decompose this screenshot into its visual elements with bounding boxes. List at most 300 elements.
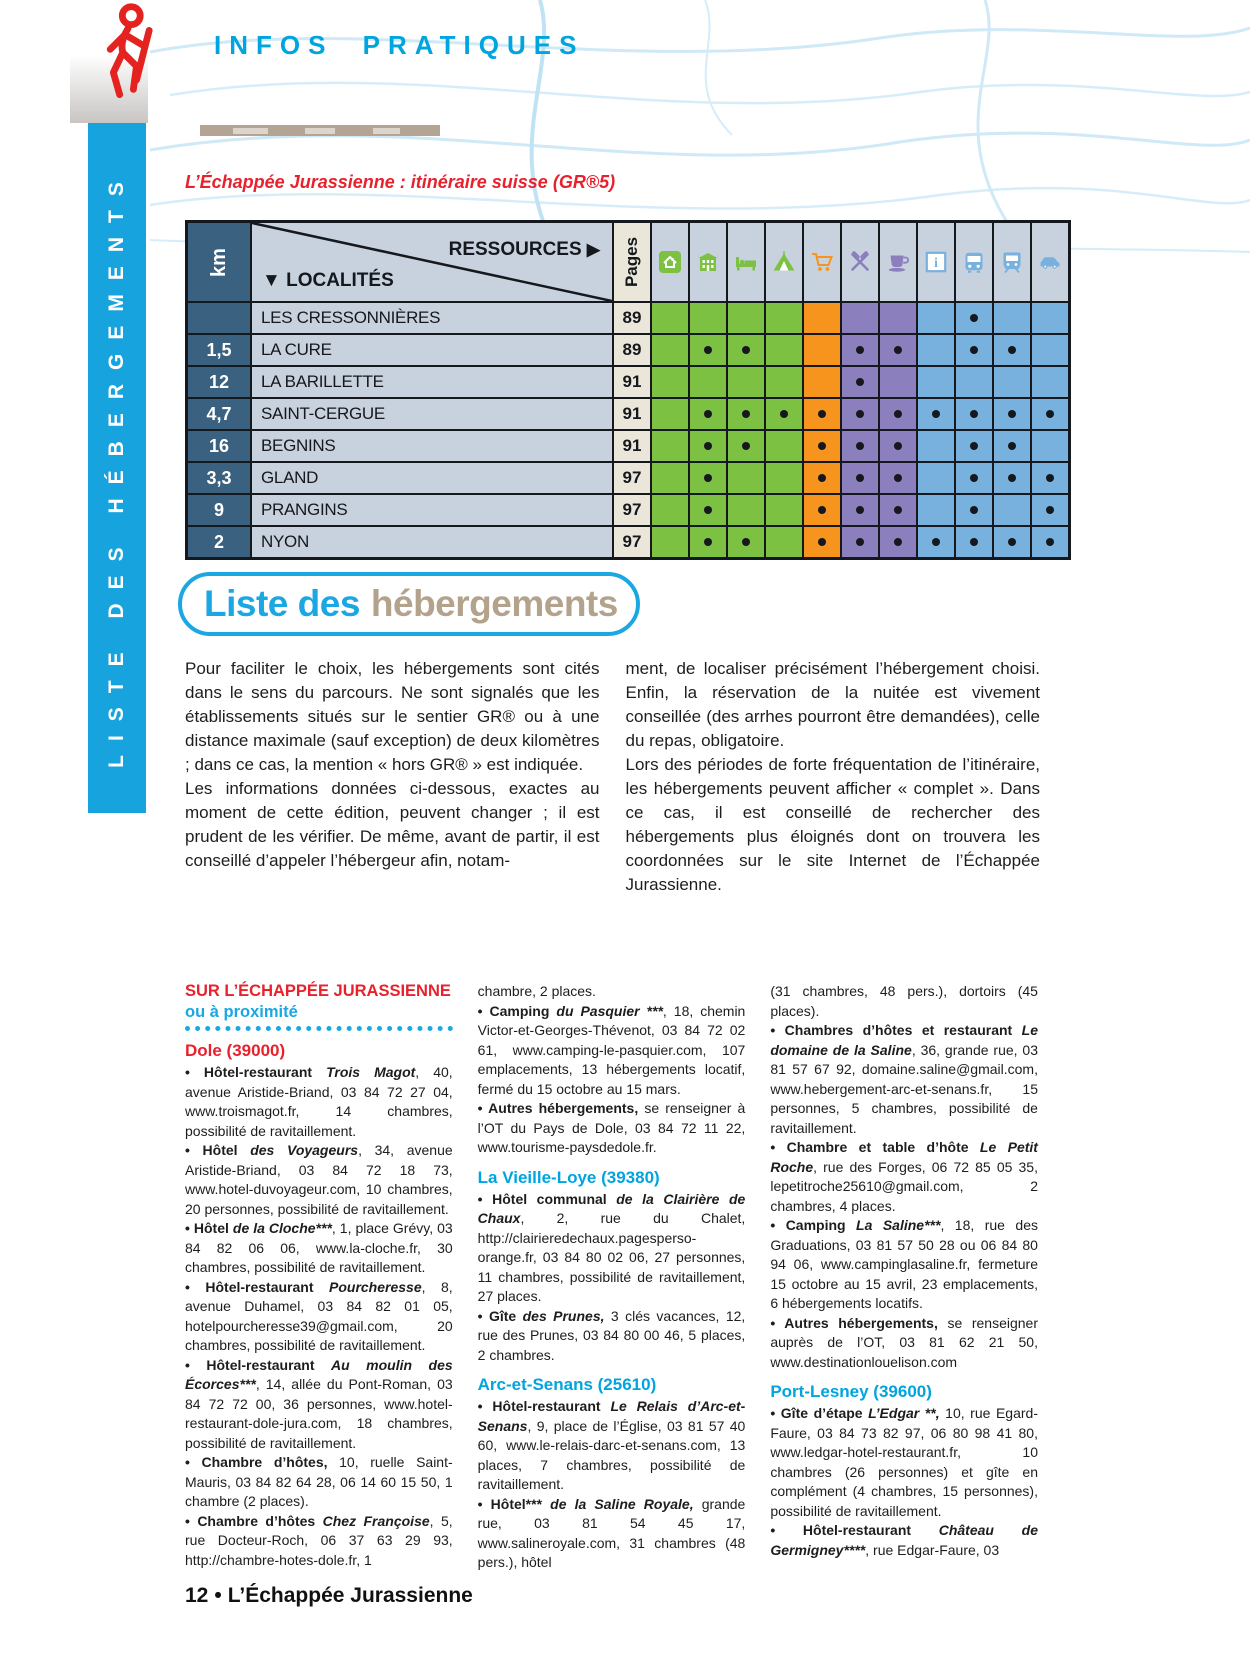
listing-entry — [185, 1278, 453, 1356]
page-cell: 91 — [614, 431, 650, 461]
resource-cell — [652, 463, 688, 493]
dotted-separator — [185, 1026, 453, 1031]
resource-cell — [994, 527, 1030, 557]
resource-dot — [742, 346, 750, 354]
resource-cell — [690, 495, 726, 525]
resource-cell — [956, 367, 992, 397]
intro-paragraph: Pour faciliter le choix, les hébergements sont cités dans le sens du parcours. Ne sont signalés que les établissements situés sur le sentier GR® ou à une distance maximale (sauf exception) de deux kilomètres ; dans ce cas, la mention « hors GR® » est indiquée. — [185, 659, 600, 774]
resource-cell — [728, 367, 764, 397]
resource-cell — [1032, 463, 1068, 493]
resource-dot — [856, 506, 864, 514]
resource-dot — [818, 538, 826, 546]
listing-entry — [770, 1216, 1038, 1314]
km-cell: 9 — [188, 495, 250, 525]
resource-dot — [894, 410, 902, 418]
resource-cell — [652, 335, 688, 365]
listing-entry — [770, 1521, 1038, 1560]
city-heading: La Vieille-Loye (39380) — [477, 1167, 660, 1187]
intro-paragraph: Lors des périodes de forte fréquentation de l’itinéraire, les hébergements peuvent afficher « complet ». Dans ce cas, il est conseillé de rechercher des hébergements plus éloignés dont on trouvera les coordonnées sur le site Internet de l’Échappée Jurassienne. — [625, 755, 1040, 894]
listing-entry — [185, 1219, 453, 1278]
footer-title: L’Échappée Jurassienne — [227, 1584, 473, 1607]
train-icon — [1000, 250, 1024, 274]
entry-segment: Trois Magot — [326, 1064, 416, 1080]
resource-cell — [994, 367, 1030, 397]
resource-dot — [1046, 538, 1054, 546]
resource-dot — [1008, 346, 1016, 354]
resource-dot — [894, 346, 902, 354]
entry-segment: se renseigner à l’OT du Pays de Dole, 03 84 72 11 22, www.tourisme-paysdedole.fr. — [477, 1100, 746, 1155]
entry-segment: , 2, rue du Chalet, http://clairieredechaux.pagesperso-orange.fr, 03 84 80 02 06, 27 personnes, 11 chambres, possibilité de ravitaillement, 27 places. — [477, 1210, 746, 1304]
km-column-header — [188, 223, 250, 301]
restaurant-column-header — [842, 223, 878, 301]
entry-segment: , 18, rue des Graduations, 03 81 57 50 28 ou 06 84 80 94 06, www.campinglasaline.fr, fermeture 15 octobre au 15 avril, 23 emplacements, 6 hébergements locatifs. — [770, 1217, 1038, 1311]
resource-cell — [918, 399, 954, 429]
entry-segment: • Gîte — [477, 1307, 523, 1324]
entry-segment: • Hôtel communal — [477, 1190, 617, 1207]
listing-entry — [185, 1356, 453, 1454]
resource-dot — [704, 442, 712, 450]
grocery-cart-icon — [810, 250, 834, 274]
resource-cell — [690, 527, 726, 557]
car-icon — [1038, 250, 1062, 274]
gite-icon — [658, 250, 682, 274]
listing-entry — [185, 1141, 453, 1219]
accommodation-listing — [185, 982, 1038, 1573]
resource-dot — [970, 474, 978, 482]
resource-cell — [728, 527, 764, 557]
restaurant-icon — [848, 250, 872, 274]
page-cell: 91 — [614, 367, 650, 397]
entry-segment: , 5, rue Docteur-Roch, 06 37 63 29 93, http://chambre-hotes-dole.fr, 1 — [185, 1512, 453, 1568]
resource-cell — [652, 367, 688, 397]
resource-cell — [842, 431, 878, 461]
hiker-logo-icon — [86, 2, 166, 102]
svg-text:i: i — [934, 255, 938, 271]
scale-bar-dash — [373, 128, 400, 134]
resource-dot — [856, 538, 864, 546]
resource-cell — [880, 463, 916, 493]
section-title-part2: hébergements — [370, 583, 618, 624]
resource-cell — [652, 303, 688, 333]
sidebar-label: LISTE DES HÉBERGEMENTS — [105, 168, 128, 768]
resource-dot — [970, 442, 978, 450]
entry-segment: Château de Germigney**** — [770, 1522, 1038, 1558]
resource-cell — [766, 463, 802, 493]
listing-entry — [770, 1138, 1038, 1216]
resource-dot — [856, 410, 864, 418]
resource-dot — [704, 538, 712, 546]
resource-cell — [1032, 495, 1068, 525]
resource-cell — [766, 495, 802, 525]
pages-column-header — [614, 223, 650, 301]
page-cell: 97 — [614, 527, 650, 557]
entry-segment: , 9, place de l’Église, 03 81 57 40 60, www.le-relais-darc-et-senans.com, 13 places, 7 chambres, possibilité de ravitaillement. — [477, 1417, 746, 1492]
resource-cell — [766, 431, 802, 461]
resource-dot — [1008, 442, 1016, 450]
listing-entry — [770, 1404, 1038, 1521]
resource-cell — [918, 495, 954, 525]
footer-page-number: 12 — [185, 1584, 209, 1607]
pages-header-label: Pages — [622, 236, 641, 288]
resource-dot — [1008, 410, 1016, 418]
entry-segment: Le Relais d’Arc-et-Senans — [477, 1398, 746, 1434]
entry-segment: • Hôtel — [185, 1142, 251, 1158]
resource-dot — [970, 410, 978, 418]
resource-cell — [880, 335, 916, 365]
resource-cell — [652, 431, 688, 461]
listing-column-1 — [185, 982, 453, 1573]
section-title-part1: Liste des — [204, 583, 360, 624]
resource-cell — [994, 335, 1030, 365]
scale-bar-dash — [305, 128, 335, 134]
resource-cell — [994, 303, 1030, 333]
entry-segment: • Hôtel-restaurant — [185, 1064, 327, 1080]
listing-column-3 — [770, 982, 1038, 1573]
listing-entry: chambre, 2 places. — [477, 983, 596, 999]
resource-cell — [956, 335, 992, 365]
resource-cell — [994, 495, 1030, 525]
listing-entry — [185, 1512, 453, 1571]
resource-cell — [880, 495, 916, 525]
resource-cell — [728, 335, 764, 365]
resource-cell — [652, 527, 688, 557]
resource-cell — [918, 335, 954, 365]
scale-bar-dash — [233, 128, 268, 134]
entry-segment: • Hôtel-restaurant — [185, 1356, 332, 1373]
entry-segment: • Camping — [770, 1217, 857, 1233]
resource-cell — [880, 399, 916, 429]
intro-paragraph: Les informations données ci-dessous, exactes au moment de cette édition, peuvent changer ; il est prudent de les vérifier. De même, avant de partir, il est conseillé d’appeler l’hébergeur afin, notam- — [185, 779, 600, 870]
km-cell: 4,7 — [188, 399, 250, 429]
resource-cell — [728, 303, 764, 333]
resources-header-label: RESSOURCES ▶ — [448, 239, 600, 260]
listing-entry — [185, 1063, 453, 1141]
entry-segment: de la Cloche*** — [232, 1220, 332, 1236]
listing-entry — [478, 1099, 746, 1158]
resource-cell — [804, 367, 840, 397]
resource-cell — [690, 367, 726, 397]
resource-dot — [856, 442, 864, 450]
resource-cell — [652, 399, 688, 429]
city-heading: Port-Lesney (39600) — [770, 1382, 932, 1401]
listing-section-heading: SUR L’ÉCHAPPÉE JURASSIENNE — [185, 982, 451, 1000]
resource-dot — [894, 442, 902, 450]
resource-cell — [918, 367, 954, 397]
entry-segment: , 36, grande rue, 03 81 57 67 92, domaine.saline@gmail.com, www.hebergement-arc-et-senans.fr, 15 personnes, 5 chambres, possibilité de ravitaillement. — [770, 1041, 1038, 1136]
entry-segment: • Hôtel — [185, 1220, 233, 1236]
resource-dot — [970, 346, 978, 354]
resource-dot — [932, 538, 940, 546]
resource-cell — [766, 303, 802, 333]
entry-segment: • Chambre d’hôtes — [185, 1512, 323, 1529]
train-column-header — [994, 223, 1030, 301]
listing-entry — [185, 1453, 453, 1512]
listing-entry — [770, 1021, 1038, 1138]
km-cell — [188, 303, 250, 333]
arrow-right-icon: ▶ — [586, 240, 600, 259]
listing-section-subheading: ou à proximité — [185, 1003, 298, 1021]
intro-text — [185, 657, 1040, 897]
resource-dot — [970, 314, 978, 322]
resource-cell — [766, 367, 802, 397]
resource-cell — [728, 399, 764, 429]
resource-cell — [804, 495, 840, 525]
intro-column-left — [185, 657, 600, 897]
page-title: INFOS PRATIQUES — [214, 30, 585, 60]
page-cell: 89 — [614, 335, 650, 365]
entry-segment: , rue Edgar-Faure, 03 — [865, 1541, 1000, 1558]
resource-cell — [842, 463, 878, 493]
resource-dot — [704, 474, 712, 482]
bullet-separator: • — [214, 1584, 222, 1607]
resource-dot — [1046, 474, 1054, 482]
resource-dot — [856, 346, 864, 354]
resource-cell — [804, 431, 840, 461]
locality-cell: GLAND — [252, 463, 612, 493]
entry-segment: • Hôtel-restaurant — [770, 1522, 939, 1538]
listing-entry — [478, 1307, 746, 1366]
km-header-label: km — [207, 247, 230, 277]
resource-cell — [804, 399, 840, 429]
resource-cell — [804, 463, 840, 493]
locality-cell: LA BARILLETTE — [252, 367, 612, 397]
listing-entry — [478, 1397, 746, 1495]
bed-icon — [734, 250, 758, 274]
resource-cell — [956, 495, 992, 525]
entry-segment: grande rue, 03 81 54 45 17, www.salineroyale.com, 31 chambres (48 pers.), hôtel — [477, 1495, 746, 1570]
resource-dot — [780, 410, 788, 418]
entry-segment: • Chambre et table d’hôte — [770, 1139, 980, 1155]
resource-dot — [818, 474, 826, 482]
entry-segment: • Camping — [477, 1002, 557, 1019]
resource-dot — [932, 410, 940, 418]
resource-cell — [880, 527, 916, 557]
resource-cell — [994, 431, 1030, 461]
tourist-info-column-header — [918, 223, 954, 301]
km-cell: 1,5 — [188, 335, 250, 365]
resource-dot — [704, 410, 712, 418]
entry-segment: L’Edgar **, — [868, 1405, 940, 1421]
resource-cell — [918, 303, 954, 333]
entry-segment: 10, rue Egard-Faure, 03 84 73 82 97, 06 80 98 41 80, www.ledgar-hotel-restaurant.fr, 10 chambres (26 personnes) et gîte en complément (4 chambres, 15 personnes), possibilité de ravitaillement. — [770, 1405, 1038, 1519]
resource-cell — [1032, 335, 1068, 365]
page-footer — [185, 1584, 479, 1608]
entry-segment: • Hôtel*** — [477, 1495, 551, 1512]
entry-segment: de la Saline Royale, — [550, 1495, 694, 1512]
km-cell: 3,3 — [188, 463, 250, 493]
entry-segment: Le domaine de la Saline — [770, 1022, 1038, 1058]
resource-dot — [1008, 474, 1016, 482]
car-column-header — [1032, 223, 1068, 301]
resource-cell — [880, 367, 916, 397]
resource-cell — [690, 399, 726, 429]
resource-dot — [742, 442, 750, 450]
resource-dot — [856, 378, 864, 386]
resource-cell — [804, 335, 840, 365]
resource-cell — [994, 399, 1030, 429]
entry-segment: se renseigner auprès de l’OT, 03 81 62 21 50, www.destinationlouelison.com — [770, 1314, 1038, 1370]
resource-cell — [994, 463, 1030, 493]
resource-cell — [1032, 367, 1068, 397]
resource-cell — [690, 303, 726, 333]
entry-segment: Chez Françoise — [322, 1512, 430, 1529]
resource-dot — [894, 538, 902, 546]
resource-cell — [766, 399, 802, 429]
resource-cell — [804, 527, 840, 557]
entry-segment: , 1, place Grévy, 03 84 82 06 06, www.la-cloche.fr, 30 chambres, possibilité de ravitaillement. — [185, 1220, 453, 1275]
resource-cell — [842, 367, 878, 397]
entry-segment: 3 clés vacances, 12, rue des Prunes, 03 84 80 00 46, 5 places, 2 chambres. — [477, 1307, 746, 1363]
resource-dot — [704, 506, 712, 514]
page-cell: 97 — [614, 463, 650, 493]
resource-dot — [894, 474, 902, 482]
resource-dot — [894, 506, 902, 514]
resource-cell — [1032, 303, 1068, 333]
gite-column-header — [652, 223, 688, 301]
listing-column-2 — [478, 982, 746, 1573]
resource-cell — [842, 527, 878, 557]
resource-cell — [842, 399, 878, 429]
listing-entry — [478, 1002, 746, 1100]
resource-cell — [1032, 527, 1068, 557]
resource-cell — [690, 463, 726, 493]
listing-entry — [478, 1495, 746, 1573]
entry-segment: , 40, avenue Aristide-Briand, 03 84 72 27 04, www.troismagot.fr, 14 chambres, possibilité de ravitaillement. — [185, 1064, 453, 1139]
resource-cell — [1032, 399, 1068, 429]
resources-table — [185, 220, 1071, 560]
resource-cell — [842, 495, 878, 525]
cafe-icon — [886, 250, 910, 274]
resource-cell — [690, 335, 726, 365]
page-cell: 91 — [614, 399, 650, 429]
section-title-box — [178, 572, 640, 636]
entry-segment: 10, ruelle Saint-Mauris, 03 84 82 64 28, 06 14 60 15 50, 1 chambre (2 places). — [185, 1454, 453, 1509]
tourist-info-icon — [924, 250, 948, 274]
entry-segment: de la Clairière de Chaux — [477, 1190, 746, 1226]
resource-cell — [880, 431, 916, 461]
entry-segment: • Hôtel-restaurant — [185, 1278, 329, 1295]
page-cell: 97 — [614, 495, 650, 525]
entry-segment: • Chambres d’hôtes et restaurant — [770, 1022, 1022, 1038]
bed-column-header — [728, 223, 764, 301]
resource-dot — [818, 506, 826, 514]
resource-dot — [704, 346, 712, 354]
locality-cell: SAINT-CERGUE — [252, 399, 612, 429]
entry-segment: Le Petit Roche — [770, 1139, 1038, 1175]
grocery-cart-column-header — [804, 223, 840, 301]
resource-cell — [728, 431, 764, 461]
entry-segment: des Prunes, — [522, 1307, 605, 1324]
resource-cell — [842, 335, 878, 365]
entry-segment: , 8, avenue Duhamel, 03 84 82 01 05, hotelpourcheresse39@gmail.com, 20 chambres, possibilité de ravitaillement. — [185, 1278, 453, 1353]
scale-bar — [200, 125, 440, 136]
resource-dot — [818, 410, 826, 418]
entry-segment: Pourcheresse — [329, 1278, 422, 1295]
resource-cell — [766, 335, 802, 365]
entry-segment: • Gîte d’étape — [770, 1405, 869, 1421]
resource-cell — [956, 399, 992, 429]
resource-cell — [690, 431, 726, 461]
arrow-down-icon: ▼ — [262, 270, 281, 291]
resource-cell — [956, 463, 992, 493]
intro-paragraph: ment, de localiser précisément l’hébergement choisi. Enfin, la réservation de la nuitée est vivement conseillée (des arrhes pourront être demandées), celle du repas, obligatoire. — [625, 659, 1040, 750]
entry-segment: • Chambre d’hôtes, — [185, 1454, 328, 1470]
resource-cell — [652, 495, 688, 525]
entry-segment: La Saline*** — [856, 1217, 941, 1233]
hotel-icon — [696, 250, 720, 274]
km-cell: 16 — [188, 431, 250, 461]
route-heading: L’Échappée Jurassienne : itinéraire suisse (GR®5) — [185, 172, 616, 192]
resource-cell — [956, 527, 992, 557]
city-heading: Arc-et-Senans (25610) — [477, 1375, 657, 1394]
tent-icon — [772, 250, 796, 274]
resource-cell — [918, 463, 954, 493]
entry-segment: , 34, avenue Aristide-Briand, 03 84 72 18 73, www.hotel-duvoyageur.com, 10 chambres, 20 personnes, possibilité de ravitaillement. — [185, 1142, 453, 1217]
bus-column-header — [956, 223, 992, 301]
entry-segment: des Voyageurs — [250, 1142, 359, 1158]
resource-dot — [1046, 410, 1054, 418]
resource-cell — [766, 527, 802, 557]
entry-segment: • Autres hébergements, — [477, 1100, 639, 1116]
locality-cell: LA CURE — [252, 335, 612, 365]
entry-segment: • Autres hébergements, — [770, 1314, 938, 1331]
listing-entry — [770, 1314, 1038, 1373]
resource-cell — [1032, 431, 1068, 461]
resource-dot — [970, 506, 978, 514]
resource-dot — [856, 474, 864, 482]
resource-cell — [728, 495, 764, 525]
listing-entry: (31 chambres, 48 pers.), dortoirs (45 places). — [770, 983, 1038, 1019]
resource-cell — [956, 431, 992, 461]
localities-header-label: ▼ LOCALITÉS — [262, 270, 394, 291]
resource-cell — [918, 431, 954, 461]
cafe-column-header — [880, 223, 916, 301]
locality-cell: PRANGINS — [252, 495, 612, 525]
resource-dot — [970, 538, 978, 546]
locality-cell: BEGNINS — [252, 431, 612, 461]
entry-segment: , 14, allée du Pont-Roman, 03 84 72 72 00, 36 personnes, www.hotel-restaurant-dole-jura.com, 18 chambres, possibilité de ravitaillement. — [185, 1376, 453, 1451]
resource-cell — [728, 463, 764, 493]
locality-cell: NYON — [252, 527, 612, 557]
km-cell: 2 — [188, 527, 250, 557]
locality-cell: LES CRESSONNIÈRES — [252, 303, 612, 333]
resource-cell — [956, 303, 992, 333]
km-cell: 12 — [188, 367, 250, 397]
resource-dot — [742, 538, 750, 546]
resource-cell — [842, 303, 878, 333]
resource-cell — [880, 303, 916, 333]
intro-column-right — [626, 657, 1041, 897]
resource-dot — [1046, 506, 1054, 514]
hotel-column-header — [690, 223, 726, 301]
listing-entry — [478, 1190, 746, 1307]
entry-segment: , 18, chemin Victor-et-Georges-Thévenot, 03 84 72 02 61, www.camping-le-pasquier.com, 107 emplacements, 13 hébergements locatif, fermé du 15 octobre au 15 mars. — [477, 1002, 746, 1097]
localities-column-header — [252, 223, 612, 301]
resource-dot — [742, 410, 750, 418]
page-cell: 89 — [614, 303, 650, 333]
entry-segment: du Pasquier *** — [556, 1002, 663, 1019]
resource-dot — [818, 442, 826, 450]
resource-cell — [804, 303, 840, 333]
tent-column-header — [766, 223, 802, 301]
resource-dot — [1008, 538, 1016, 546]
entry-segment: Au moulin des Écorces*** — [185, 1356, 453, 1392]
entry-segment: • Hôtel-restaurant — [477, 1398, 611, 1414]
bus-icon — [962, 250, 986, 274]
entry-segment: , rue des Forges, 06 72 85 05 35, lepetitroche25610@gmail.com, 2 chambres, 4 places. — [770, 1158, 1038, 1214]
resource-cell — [918, 527, 954, 557]
city-heading: Dole (39000) — [185, 1041, 286, 1060]
